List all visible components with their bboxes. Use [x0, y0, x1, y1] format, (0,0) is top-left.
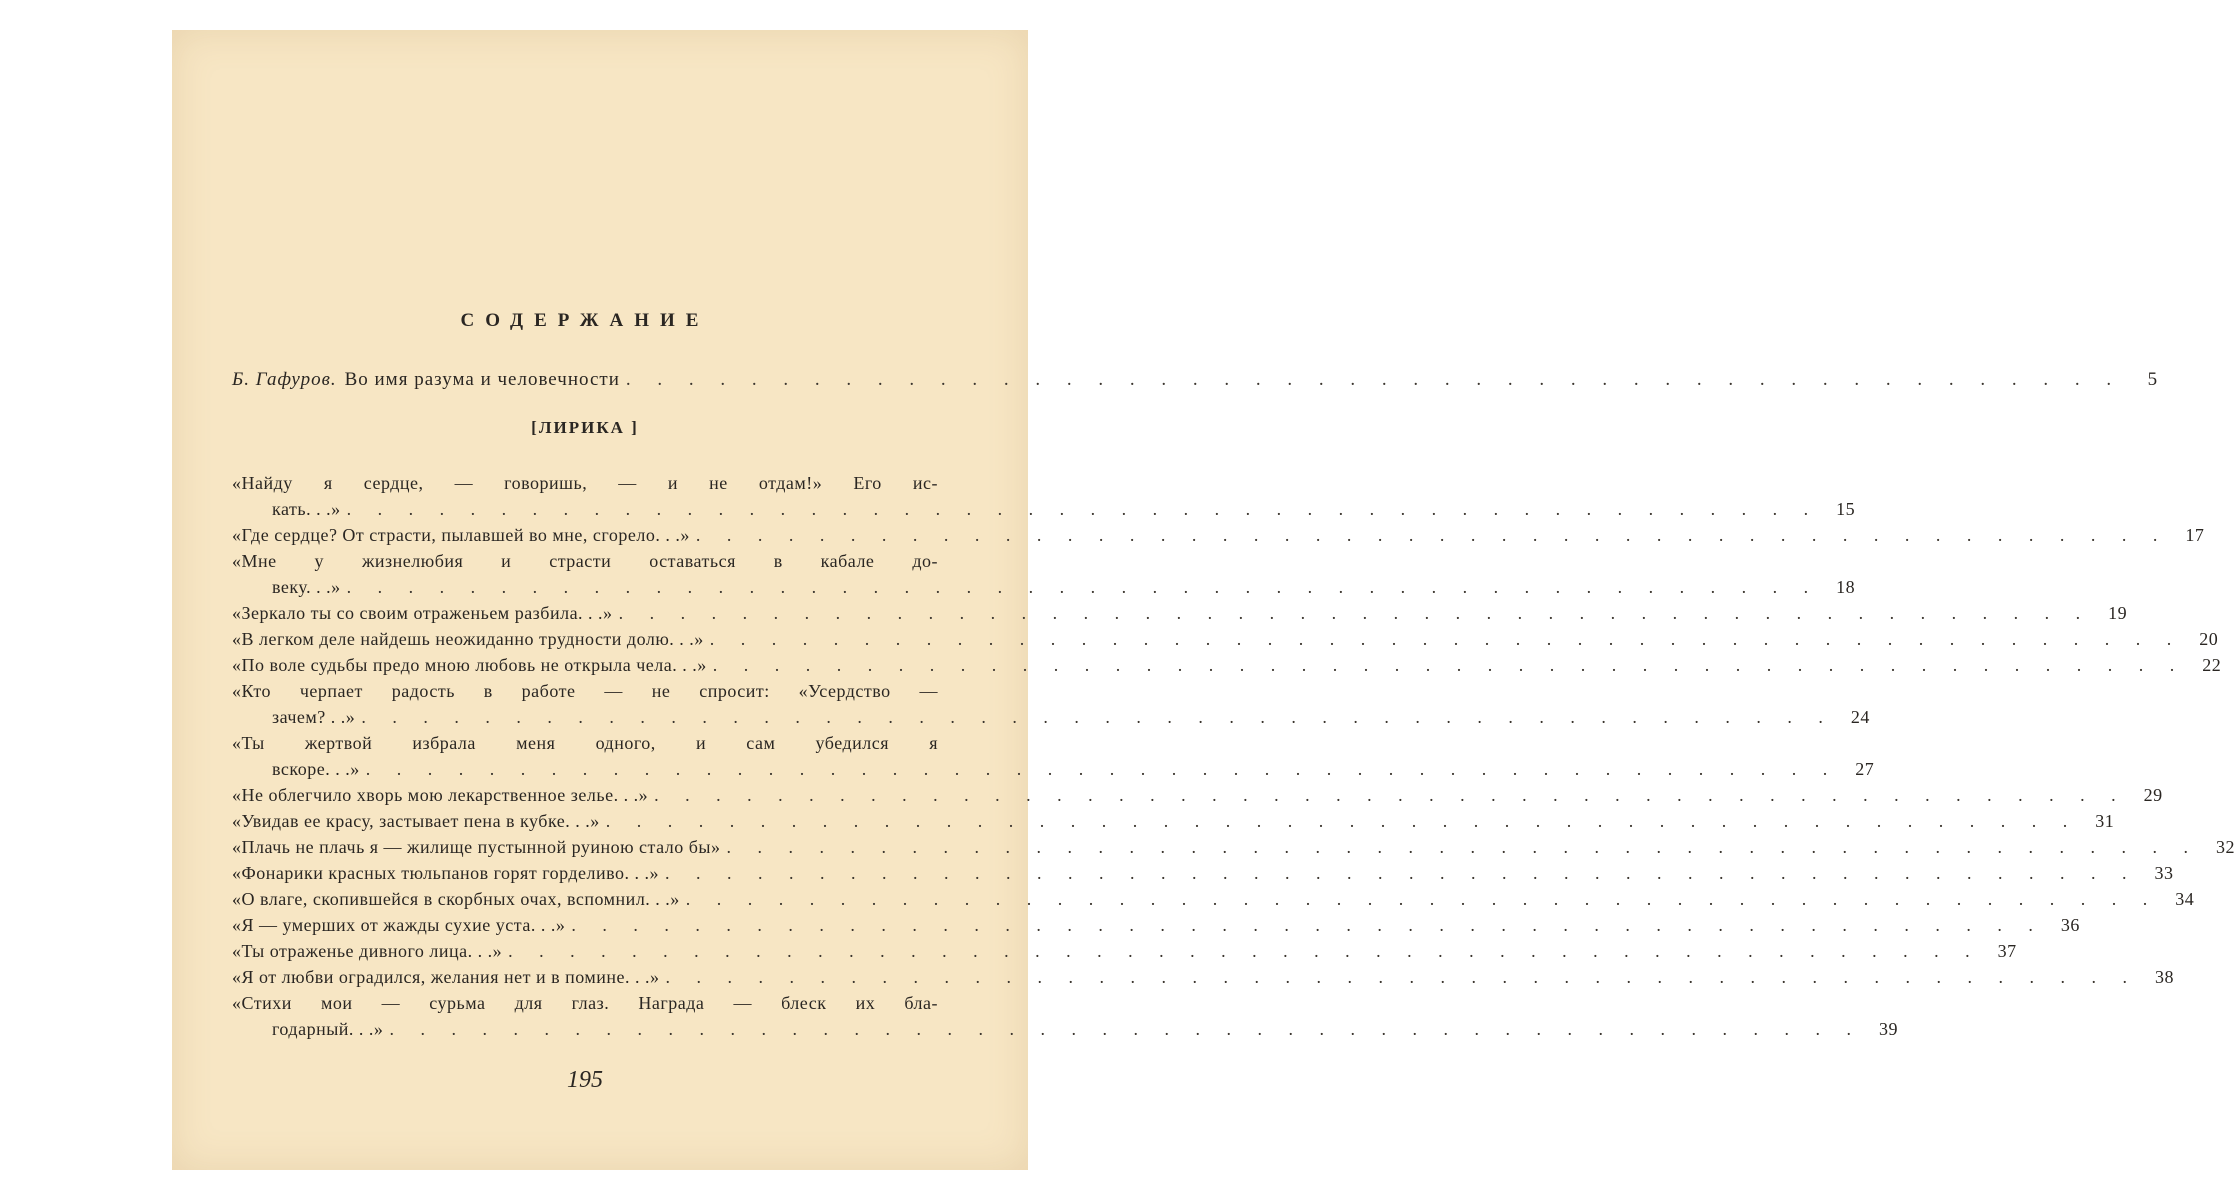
dot-leader: . . . . . . . . . . . . . . . . . . . . . . . . . . . . . . . . . . . . . . . . . . . . . . . .	[346, 577, 1820, 597]
toc-entry	[232, 678, 1870, 730]
toc-entry	[232, 782, 2163, 808]
dot-leader: . . . . . . . . . . . . . . . . . . . . . . . . . . . . . . . . . . . . . . . . . . . . . . . .	[571, 915, 2044, 935]
entry-line	[232, 860, 2174, 886]
entry-line	[232, 652, 2222, 678]
toc-entry	[232, 522, 2205, 548]
book-page	[172, 30, 2235, 1170]
intro-text	[232, 367, 620, 393]
toc-entry	[232, 834, 2235, 860]
entry-line	[232, 782, 2163, 808]
dot-leader: . . . . . . . . . . . . . . . . . . . . . . . . . . . . . . . . . . . . . . . . . . . . . . . .	[605, 811, 2079, 831]
dot-leader: . . . . . . . . . . . . . . . . . . . . . . . . . . . . . . . . . . . . . . . . . . . . . . . .	[361, 707, 1834, 727]
dot-leader: . . . . . . . . . . . . . . . . . . . . . . . . . . . . . . . . . . . . . . . . . . . . . . . .	[365, 759, 1839, 779]
entry-line-continuation	[232, 574, 1856, 600]
toc-entry	[232, 548, 1856, 600]
entry-line-continuation	[232, 1016, 1898, 1042]
toc-entry	[232, 652, 2222, 678]
toc-entry	[232, 600, 2128, 626]
entry-text: «В легком деле найдешь неожиданно трудности долю. . .»	[232, 629, 704, 649]
toc-entry	[232, 990, 1898, 1042]
toc-entry	[232, 886, 2195, 912]
toc-entry	[232, 860, 2174, 886]
entry-line-first: «Стихи мои — сурьма для глаз. Награда — блеск их бла-	[232, 993, 938, 1013]
entry-page-number: 24	[1850, 707, 1870, 727]
entry-text: «По воле судьбы предо мною любовь не открыла чела. . .»	[232, 655, 707, 675]
intro-author: Б. Гафуров.	[232, 369, 337, 390]
entry-line-continuation	[232, 496, 1856, 522]
entry-page-number: 19	[2108, 603, 2128, 623]
entry-page-number: 20	[2199, 629, 2219, 649]
entry-page-number: 32	[2216, 837, 2235, 857]
dot-leader: . . . . . . . . . . . . . . . . . . . . . . . . . . . . . . . . . . . . . . . . . . . . . . . .	[508, 941, 1981, 961]
entry-page-number: 38	[2155, 967, 2175, 987]
toc-entries	[232, 470, 2235, 1042]
entry-text: «Увидав ее красу, застывает пена в кубке. . .»	[232, 811, 600, 831]
dot-leader: . . . . . . . . . . . . . . . . . . . . . . . . . . . . . . . . . . . . . . . . . . . . . . . .	[712, 655, 2186, 675]
intro-entry	[232, 367, 2159, 393]
entry-text: «Зеркало ты со своим отраженьем разбила. . .»	[232, 603, 613, 623]
dot-leader: . . . . . . . . . . . . . . . . . . . . . . . . . . . . . . . . . . . . . . . . . . . . . . . .	[625, 369, 2123, 390]
intro-page-number: 5	[2147, 369, 2159, 390]
contents-heading: СОДЕРЖАНИЕ	[460, 310, 710, 331]
entry-page-number: 22	[2202, 655, 2222, 675]
entry-text: «Не облегчило хворь мою лекарственное зелье. . .»	[232, 785, 649, 805]
toc-entry	[232, 626, 2219, 652]
entry-text: «Где сердце? От страсти, пылавшей во мне, сгорело. . .»	[232, 525, 690, 545]
entry-line-first: «Найду я сердце, — говоришь, — и не отдам!» Его ис-	[232, 473, 938, 493]
entry-page-number: 36	[2060, 915, 2080, 935]
dot-leader: . . . . . . . . . . . . . . . . . . . . . . . . . . . . . . . . . . . . . . . . . . . . . . . .	[618, 603, 2092, 623]
section-heading: [ЛИРИКА ]	[531, 418, 639, 437]
entry-line	[232, 912, 2080, 938]
entry-page-number: 18	[1836, 577, 1856, 597]
entry-line-first: «Ты жертвой избрала меня одного, и сам убедился я	[232, 733, 938, 753]
entry-text: вскоре. . .»	[272, 759, 360, 779]
toc-entry	[232, 938, 2017, 964]
entry-line	[232, 834, 2235, 860]
entry-text: «Плачь не плачь я — жилище пустынной руиною стало бы»	[232, 837, 721, 857]
dot-leader: . . . . . . . . . . . . . . . . . . . . . . . . . . . . . . . . . . . . . . . . . . . . . . . .	[389, 1019, 1862, 1039]
toc-entry	[232, 964, 2175, 990]
entry-text: «О влаге, скопившейся в скорбных очах, вспомнил. . .»	[232, 889, 680, 909]
entry-page-number: 17	[2185, 525, 2205, 545]
entry-line-first: «Кто черпает радость в работе — не спросит: «Усердство —	[232, 681, 938, 701]
intro-title: Во имя разума и человечности	[344, 369, 620, 390]
entry-text: «Я — умерших от жажды сухие уста. . .»	[232, 915, 566, 935]
entry-text: «Я от любви оградился, желания нет и в помине. . .»	[232, 967, 660, 987]
entry-line	[232, 964, 2175, 990]
entry-text: кать. . .»	[272, 499, 341, 519]
entry-line	[232, 626, 2219, 652]
entry-page-number: 37	[1997, 941, 2017, 961]
entry-line	[232, 808, 2115, 834]
page-number: 195	[567, 1067, 603, 1093]
toc-entry	[232, 730, 1875, 782]
toc-entry	[232, 470, 1856, 522]
entry-text: зачем? . .»	[272, 707, 356, 727]
toc-entry	[232, 808, 2115, 834]
entry-line-first: «Мне у жизнелюбия и страсти оставаться в кабале до-	[232, 551, 938, 571]
dot-leader: . . . . . . . . . . . . . . . . . . . . . . . . . . . . . . . . . . . . . . . . . . . . . . . .	[665, 863, 2138, 883]
dot-leader: . . . . . . . . . . . . . . . . . . . . . . . . . . . . . . . . . . . . . . . . . . . . . . . .	[709, 629, 2183, 649]
entry-page-number: 33	[2154, 863, 2174, 883]
entry-line-continuation	[232, 756, 1875, 782]
entry-page-number: 39	[1878, 1019, 1898, 1039]
toc-entry	[232, 912, 2080, 938]
dot-leader: . . . . . . . . . . . . . . . . . . . . . . . . . . . . . . . . . . . . . . . . . . . . . . . .	[695, 525, 2169, 545]
entry-page-number: 31	[2095, 811, 2115, 831]
dot-leader: . . . . . . . . . . . . . . . . . . . . . . . . . . . . . . . . . . . . . . . . . . . . . . . .	[654, 785, 2127, 805]
entry-line	[232, 600, 2128, 626]
entry-text: годарный. . .»	[272, 1019, 384, 1039]
entry-page-number: 27	[1855, 759, 1875, 779]
dot-leader: . . . . . . . . . . . . . . . . . . . . . . . . . . . . . . . . . . . . . . . . . . . . . . . .	[346, 499, 1820, 519]
entry-page-number: 15	[1836, 499, 1856, 519]
entry-line	[232, 886, 2195, 912]
dot-leader: . . . . . . . . . . . . . . . . . . . . . . . . . . . . . . . . . . . . . . . . . . . . . . . .	[685, 889, 2159, 909]
entry-line	[232, 522, 2205, 548]
entry-line-continuation	[232, 704, 1870, 730]
entry-line	[232, 938, 2017, 964]
entry-page-number: 29	[2143, 785, 2163, 805]
dot-leader: . . . . . . . . . . . . . . . . . . . . . . . . . . . . . . . . . . . . . . . . . . . . . . . .	[665, 967, 2139, 987]
entry-text: веку. . .»	[272, 577, 341, 597]
entry-text: «Ты отраженье дивного лица. . .»	[232, 941, 503, 961]
entry-text: «Фонарики красных тюльпанов горят горделиво. . .»	[232, 863, 660, 883]
entry-page-number: 34	[2175, 889, 2195, 909]
dot-leader: . . . . . . . . . . . . . . . . . . . . . . . . . . . . . . . . . . . . . . . . . . . . . . . .	[726, 837, 2200, 857]
